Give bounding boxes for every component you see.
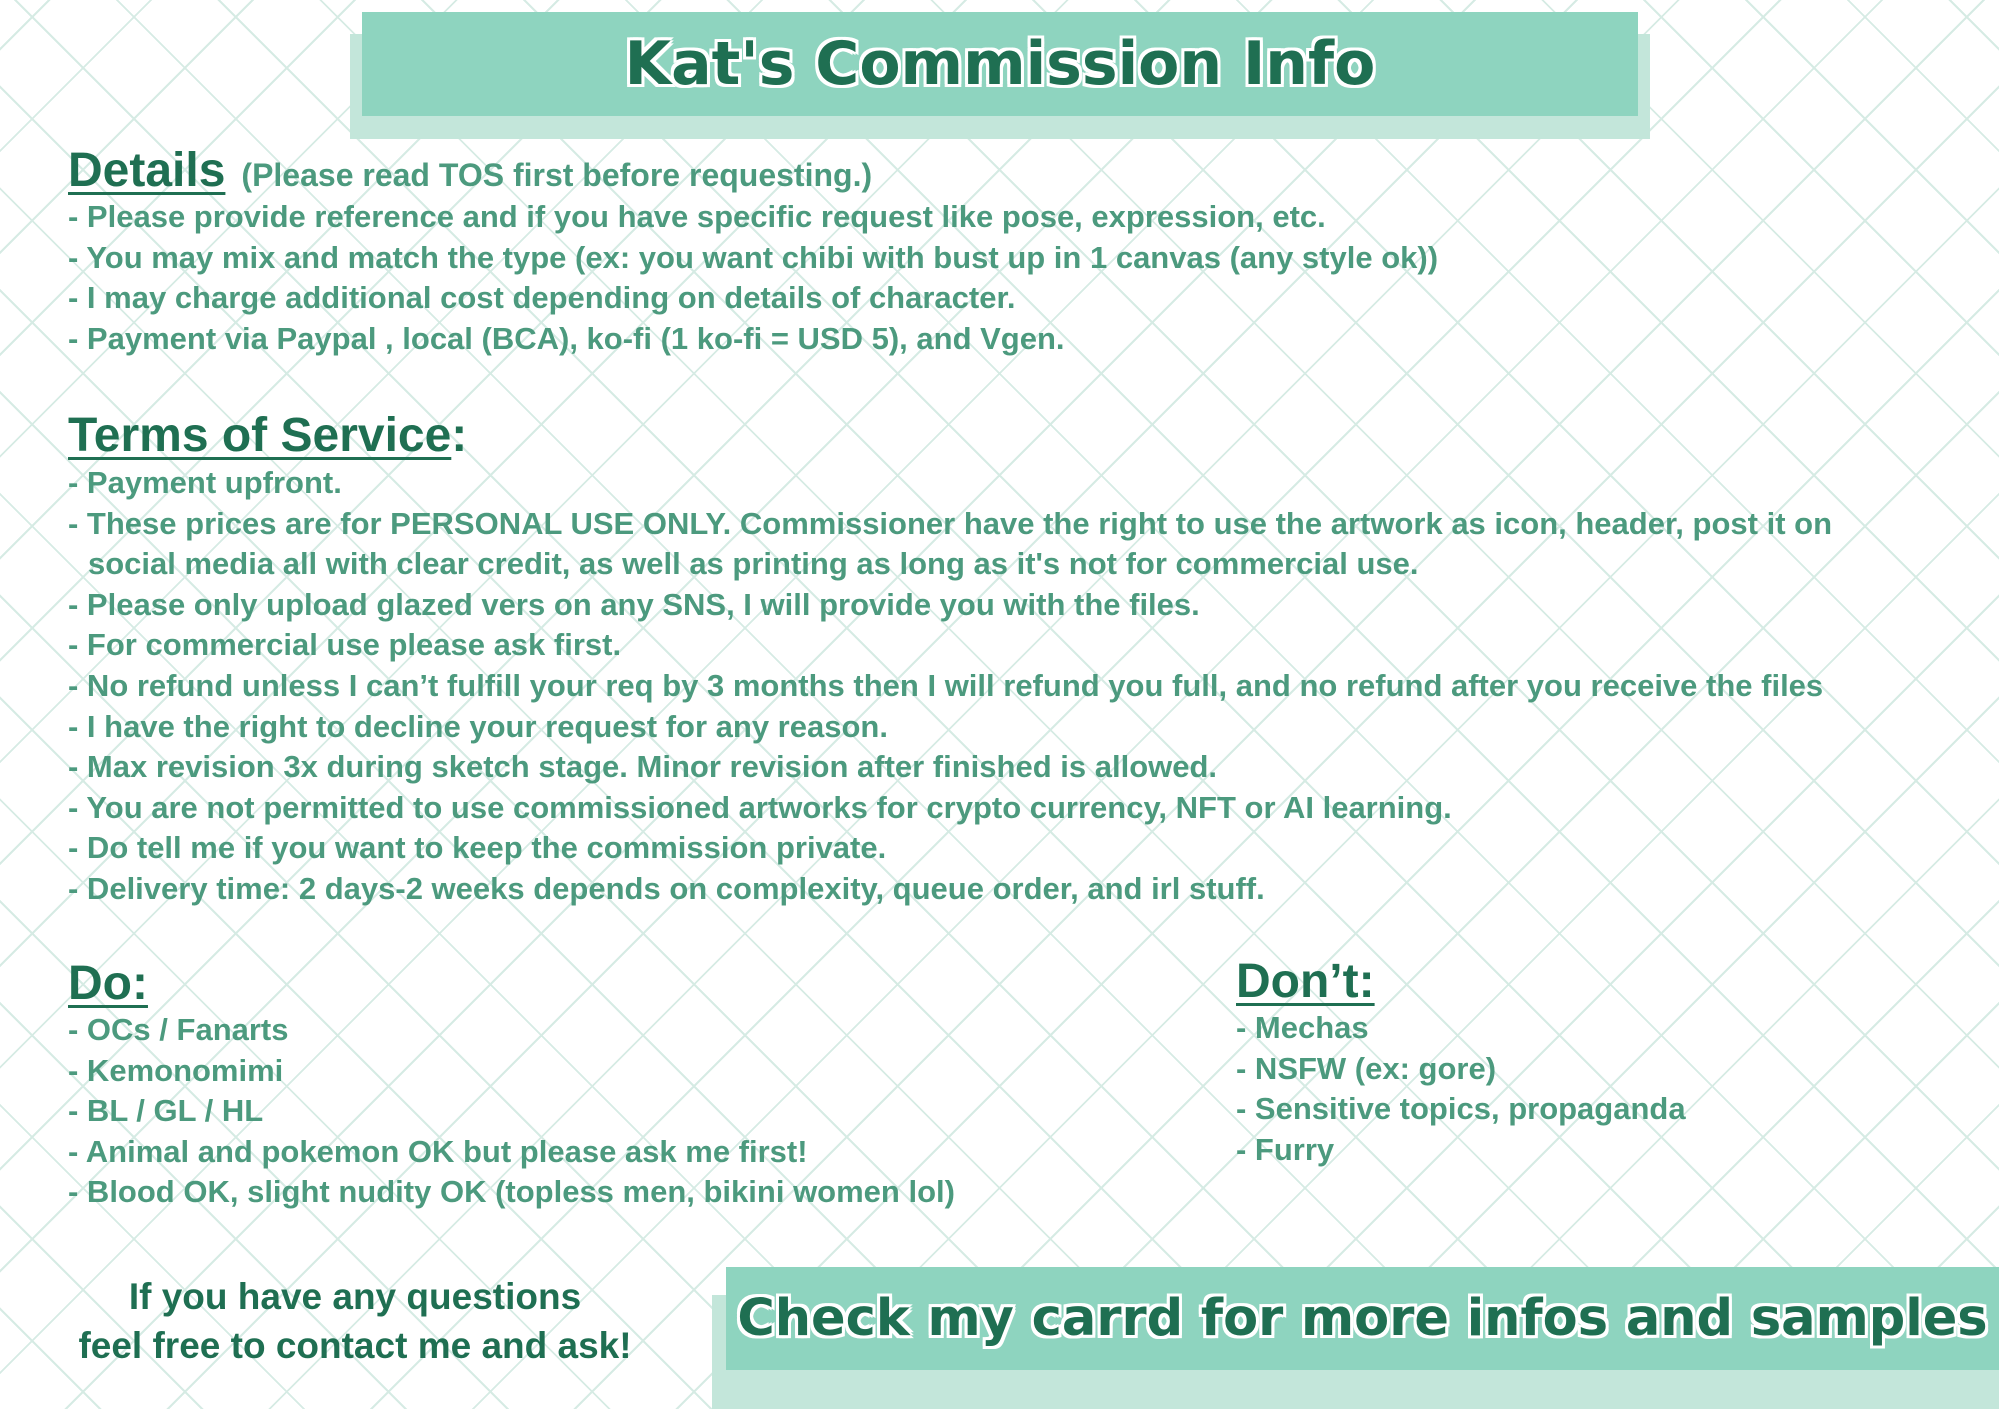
list-item: - For commercial use please ask first. [68,627,622,663]
list-item: - BL / GL / HL [68,1093,264,1129]
list-item: - I have the right to decline your request for any reason. [68,708,888,744]
details-heading-row [68,145,1948,197]
list-item: - These prices are for PERSONAL USE ONLY. Commissioner have the right to use the artwork as icon, header, post it on social media all with clear credit, as well as printing as long as it's not for commercial use. [68,505,1833,582]
carrd-banner-text: Check my carrd for more infos and samples [737,1289,1988,1348]
page-title: Kat's Commission Info [624,29,1376,99]
contact-line-1: If you have any questions [128,1276,582,1317]
details-section [68,145,1948,359]
list-item: - Mechas [1236,1010,1369,1045]
details-heading: Details [68,144,226,197]
dont-list [1236,1008,1936,1170]
list-item: - Max revision 3x during sketch stage. Minor revision after finished is allowed. [68,749,1218,785]
list-item: - Do tell me if you want to keep the commission private. [68,830,887,866]
list-item: - Delivery time: 2 days-2 weeks depends on complexity, queue order, and irl stuff. [68,870,1265,906]
tos-section [68,408,1948,910]
list-item: - You are not permitted to use commissioned artworks for crypto currency, NFT or AI learning. [68,789,1452,825]
list-item: - Kemonomimi [68,1052,284,1088]
tos-list [68,463,1868,910]
list-item: - NSFW (ex: gore) [1236,1050,1497,1086]
title-banner [350,12,1650,139]
list-item: - I may charge additional cost depending on details of character. [68,280,1016,316]
tos-heading-row [68,408,1948,463]
dont-heading: Don’t: [1236,955,1375,1008]
list-item: - No refund unless I can’t fulfill your req by 3 months then I will refund you full, and no refund after you receive the files [68,667,1824,703]
do-list [68,1010,1168,1213]
list-item: - Please only upload glazed vers on any SNS, I will provide you with the files. [68,586,1200,622]
list-item: - OCs / Fanarts [68,1012,289,1047]
details-list [68,197,1948,359]
list-item: - Please provide reference and if you have specific request like pose, expression, etc. [68,199,1326,234]
list-item: - Payment via Paypal , local (BCA), ko-fi (1 ko-fi = USD 5), and Vgen. [68,320,1065,356]
do-heading: Do: [68,957,148,1010]
list-item: - Sensitive topics, propaganda [1236,1091,1686,1127]
list-item: - Animal and pokemon OK but please ask me first! [68,1133,808,1169]
carrd-banner [712,1267,1999,1409]
list-item: - Blood OK, slight nudity OK (topless men, bikini women lol) [68,1174,955,1210]
details-note: (Please read TOS first before requesting.) [241,157,873,193]
dont-section [1236,956,1936,1170]
list-item: - Furry [1236,1131,1335,1167]
list-item: - Payment upfront. [68,465,342,500]
contact-note [40,1272,670,1370]
contact-line-2: feel free to contact me and ask! [78,1325,632,1366]
list-item: - You may mix and match the type (ex: you want chibi with bust up in 1 canvas (any style ok)) [68,239,1439,275]
do-section [68,958,1168,1213]
carrd-banner-face [726,1267,1999,1370]
title-banner-face [362,12,1638,116]
tos-heading: Terms of Service [68,409,452,462]
tos-heading-colon: : [451,409,468,462]
